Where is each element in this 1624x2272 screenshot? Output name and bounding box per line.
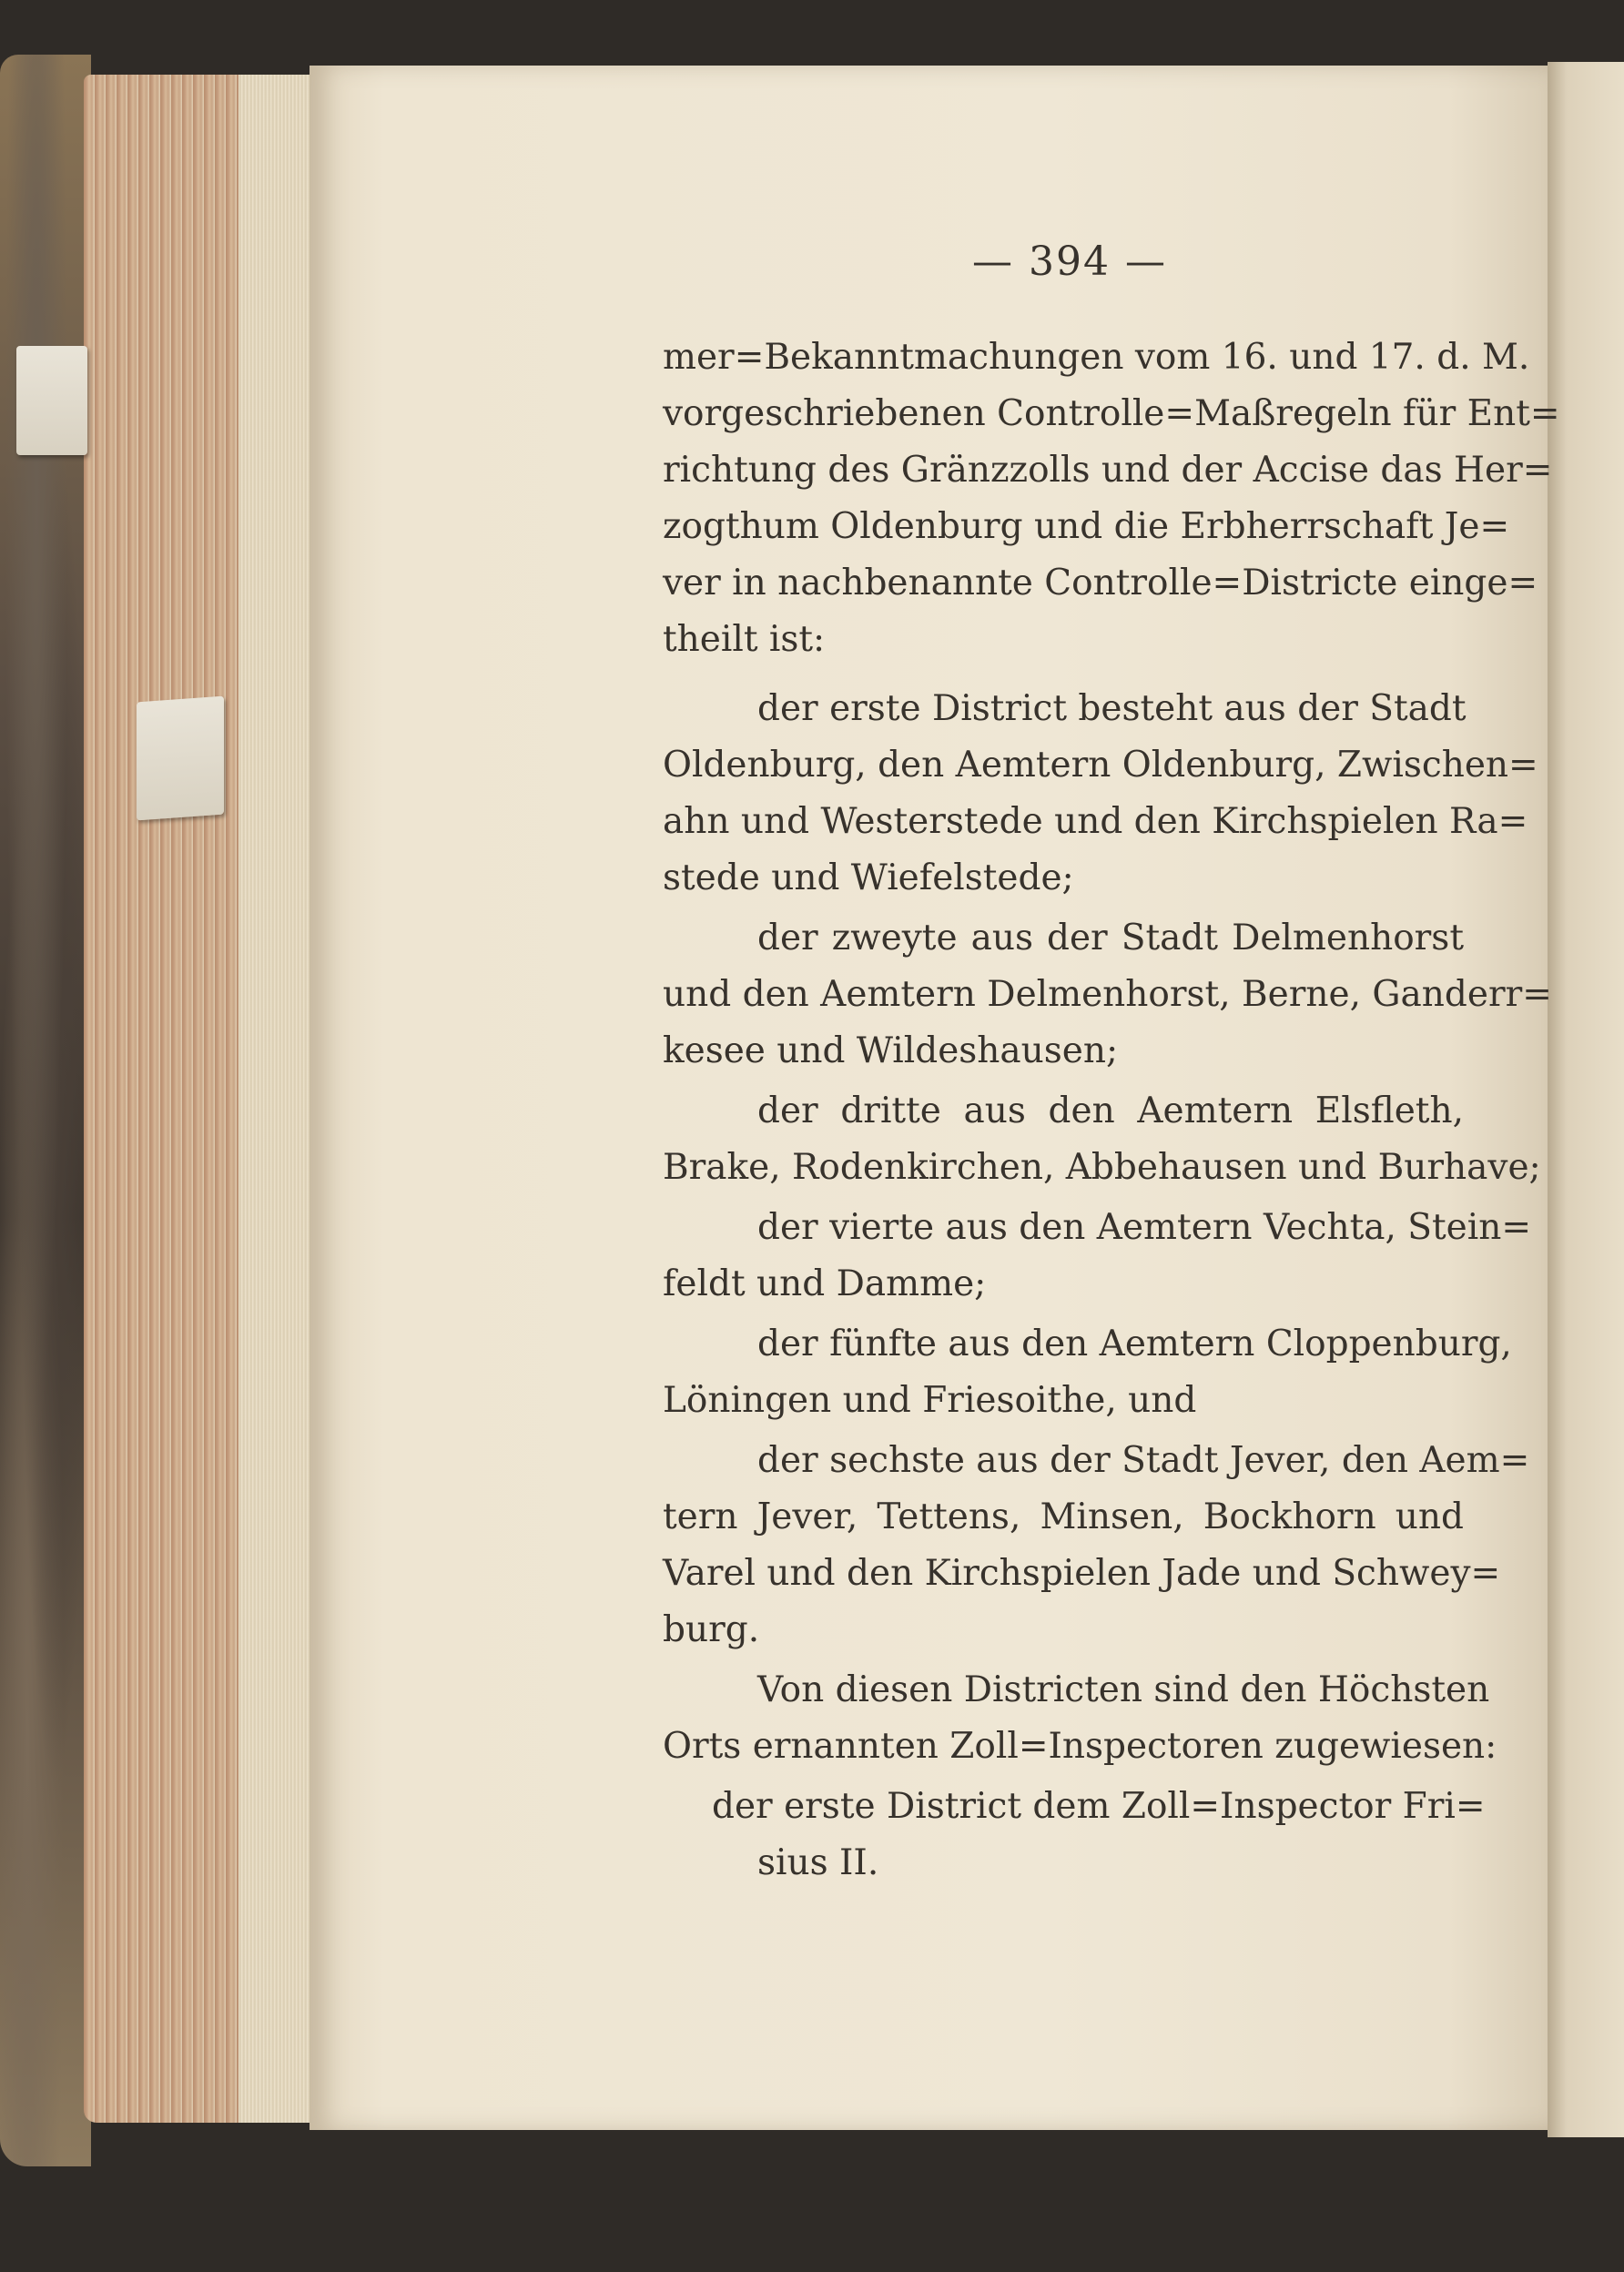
text-line: feldt und Damme; (663, 1263, 987, 1304)
text-line: Brake, Rodenkirchen, Abbehausen und Burhave; (663, 1147, 1541, 1188)
text-line: ahn und Westerstede und den Kirchspielen Ra= (663, 801, 1528, 842)
text-line: kesee und Wildeshausen; (663, 1030, 1119, 1071)
text-line: mer=Bekanntmachungen vom 16. und 17. d. M. (663, 337, 1530, 378)
text-line: tern Jever, Tettens, Minsen, Bockhorn und (663, 1496, 1464, 1537)
page-number: — 394 — (972, 238, 1167, 285)
text-line: burg. (663, 1609, 760, 1650)
text-line: vorgeschriebenen Controlle=Maßregeln für Ent= (663, 393, 1560, 434)
text-line: ver in nachbenannte Controlle=Districte einge= (663, 563, 1538, 604)
text-line: theilt ist: (663, 619, 826, 660)
text-line: der sechste aus der Stadt Jever, den Aem= (757, 1440, 1530, 1481)
text-line: und den Aemtern Delmenhorst, Berne, Ganderr= (663, 974, 1552, 1015)
text-line: der fünfte aus den Aemtern Cloppenburg, (757, 1324, 1512, 1364)
text-line: der vierte aus den Aemtern Vechta, Stein= (757, 1207, 1532, 1248)
text-line: stede und Wiefelstede; (663, 857, 1074, 898)
text-line: richtung des Gränzzolls und der Accise das Her= (663, 450, 1553, 491)
text-line: der zweyte aus der Stadt Delmenhorst (757, 918, 1464, 958)
text-line: der erste District dem Zoll=Inspector Fri= (712, 1786, 1486, 1827)
text-line: der dritte aus den Aemtern Elsfleth, (757, 1090, 1464, 1131)
text-line: sius II. (757, 1842, 879, 1883)
text-line: der erste District besteht aus der Stadt (757, 688, 1467, 729)
text-line: Varel und den Kirchspielen Jade und Schwey= (663, 1553, 1501, 1594)
text-line: zogthum Oldenburg und die Erbherrschaft Je= (663, 506, 1510, 547)
text-line: Von diesen Districten sind den Höchsten (757, 1669, 1490, 1710)
text-line: Löningen und Friesoithe, und (663, 1380, 1197, 1421)
text-line: Orts ernannten Zoll=Inspectoren zugewiesen: (663, 1726, 1497, 1767)
text-line: Oldenburg, den Aemtern Oldenburg, Zwischen= (663, 745, 1538, 786)
